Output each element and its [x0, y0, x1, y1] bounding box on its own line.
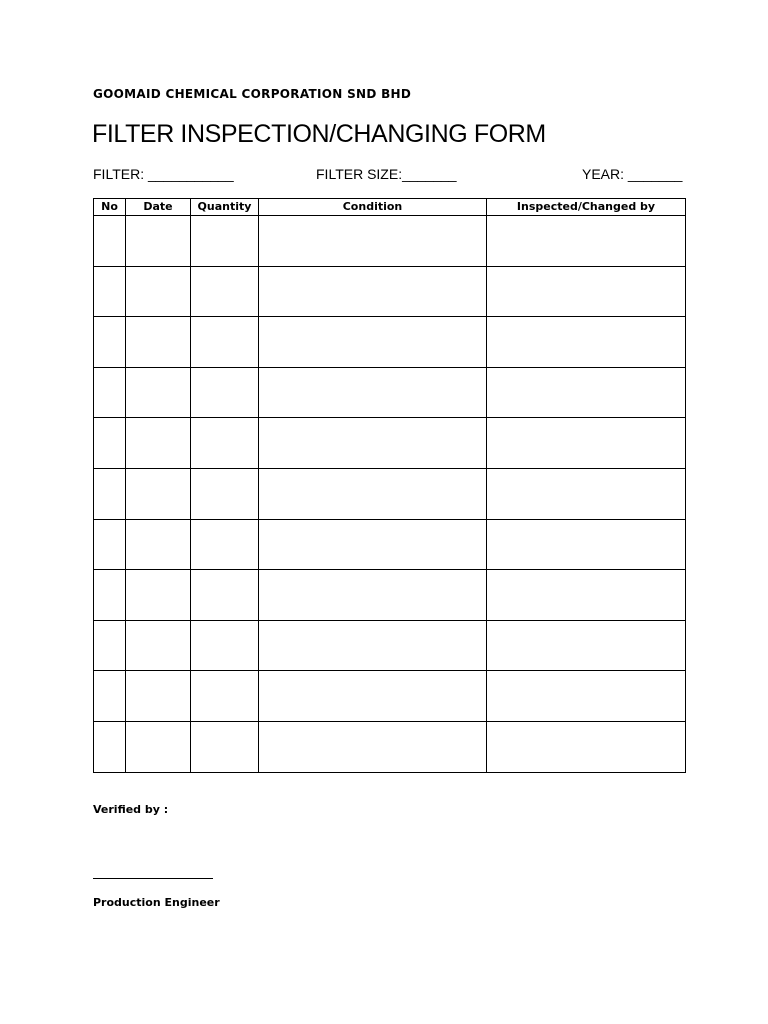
cell-date[interactable] [126, 367, 191, 418]
form-title: FILTER INSPECTION/CHANGING FORM [92, 120, 546, 148]
cell-inspected-by[interactable] [487, 671, 686, 722]
cell-no[interactable] [94, 570, 126, 621]
table-row [94, 216, 686, 267]
table-row [94, 367, 686, 418]
signature-line[interactable] [93, 878, 213, 879]
cell-inspected-by[interactable] [487, 216, 686, 267]
cell-no[interactable] [94, 216, 126, 267]
cell-no[interactable] [94, 721, 126, 772]
cell-condition[interactable] [259, 570, 487, 621]
cell-inspected-by[interactable] [487, 570, 686, 621]
cell-date[interactable] [126, 468, 191, 519]
column-header-date: Date [126, 199, 191, 216]
cell-condition[interactable] [259, 671, 487, 722]
table-row [94, 317, 686, 368]
table-row [94, 570, 686, 621]
cell-inspected-by[interactable] [487, 519, 686, 570]
year-field[interactable]: YEAR: _______ [582, 166, 683, 182]
cell-quantity[interactable] [191, 570, 259, 621]
cell-no[interactable] [94, 468, 126, 519]
filter-size-field[interactable]: FILTER SIZE:_______ [316, 166, 457, 182]
column-header-inspected-by: Inspected/Changed by [487, 199, 686, 216]
cell-date[interactable] [126, 266, 191, 317]
cell-quantity[interactable] [191, 721, 259, 772]
table-row [94, 468, 686, 519]
table-row [94, 721, 686, 772]
company-name: GOOMAID CHEMICAL CORPORATION SND BHD [93, 87, 412, 101]
cell-no[interactable] [94, 519, 126, 570]
cell-inspected-by[interactable] [487, 317, 686, 368]
verified-by-label: Verified by : [93, 803, 169, 816]
filter-field[interactable]: FILTER: ___________ [93, 166, 234, 182]
column-header-quantity: Quantity [191, 199, 259, 216]
column-header-no: No [94, 199, 126, 216]
cell-condition[interactable] [259, 317, 487, 368]
cell-quantity[interactable] [191, 519, 259, 570]
cell-no[interactable] [94, 620, 126, 671]
cell-date[interactable] [126, 216, 191, 267]
cell-condition[interactable] [259, 216, 487, 267]
cell-inspected-by[interactable] [487, 418, 686, 469]
cell-quantity[interactable] [191, 367, 259, 418]
table-row [94, 671, 686, 722]
cell-no[interactable] [94, 671, 126, 722]
table-row [94, 519, 686, 570]
cell-no[interactable] [94, 317, 126, 368]
cell-inspected-by[interactable] [487, 620, 686, 671]
cell-no[interactable] [94, 266, 126, 317]
cell-no[interactable] [94, 367, 126, 418]
cell-inspected-by[interactable] [487, 468, 686, 519]
table-row [94, 266, 686, 317]
cell-quantity[interactable] [191, 216, 259, 267]
signature-role: Production Engineer [93, 896, 220, 909]
cell-date[interactable] [126, 620, 191, 671]
inspection-log-table [93, 198, 686, 773]
cell-inspected-by[interactable] [487, 266, 686, 317]
cell-condition[interactable] [259, 266, 487, 317]
cell-quantity[interactable] [191, 317, 259, 368]
cell-quantity[interactable] [191, 418, 259, 469]
cell-no[interactable] [94, 418, 126, 469]
cell-date[interactable] [126, 418, 191, 469]
cell-date[interactable] [126, 671, 191, 722]
cell-condition[interactable] [259, 418, 487, 469]
cell-quantity[interactable] [191, 671, 259, 722]
cell-date[interactable] [126, 317, 191, 368]
cell-condition[interactable] [259, 519, 487, 570]
cell-condition[interactable] [259, 620, 487, 671]
cell-inspected-by[interactable] [487, 367, 686, 418]
cell-quantity[interactable] [191, 266, 259, 317]
cell-condition[interactable] [259, 468, 487, 519]
table-row [94, 418, 686, 469]
cell-condition[interactable] [259, 721, 487, 772]
cell-condition[interactable] [259, 367, 487, 418]
cell-quantity[interactable] [191, 620, 259, 671]
table-row [94, 620, 686, 671]
column-header-condition: Condition [259, 199, 487, 216]
cell-date[interactable] [126, 721, 191, 772]
cell-date[interactable] [126, 519, 191, 570]
cell-quantity[interactable] [191, 468, 259, 519]
cell-inspected-by[interactable] [487, 721, 686, 772]
cell-date[interactable] [126, 570, 191, 621]
table-header-row [94, 199, 686, 216]
